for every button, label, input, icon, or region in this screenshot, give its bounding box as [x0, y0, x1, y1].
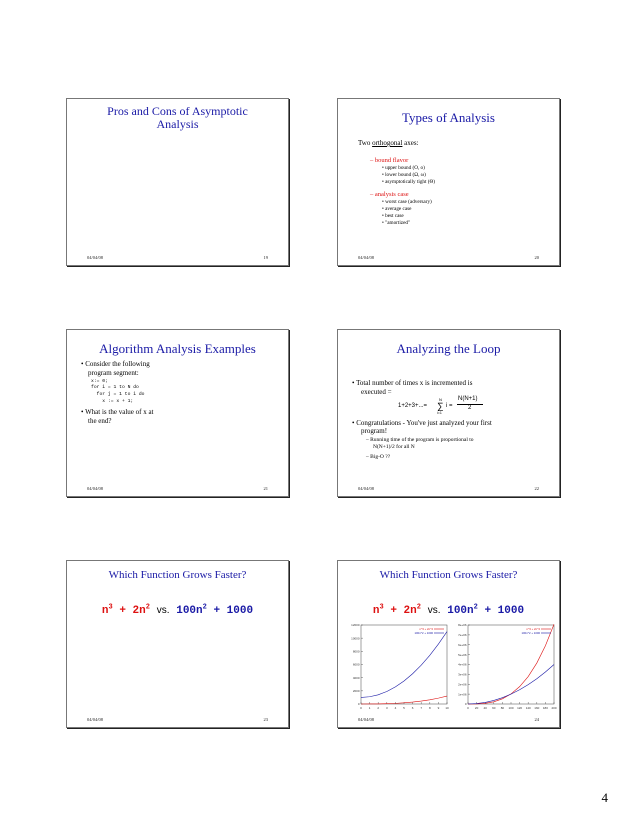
fn-sup: 2 — [145, 603, 150, 611]
fn-text: + 1000 — [206, 604, 254, 617]
slide-title: Algorithm Analysis Examples — [99, 341, 256, 356]
bullet-text: program segment: — [88, 368, 139, 377]
x-tick-label: 2 — [377, 706, 380, 710]
plot-frame — [468, 625, 554, 704]
slide-body — [81, 360, 201, 425]
bullet: • Congratulations - You've just analyzed your first — [352, 418, 492, 427]
x-tick-label: 120 — [517, 706, 523, 710]
function-quadratic — [176, 605, 253, 617]
y-tick-label: 6000 — [352, 662, 360, 667]
vs-label: vs. — [156, 604, 170, 616]
fn-text: 100n — [447, 604, 474, 617]
sigma-lower: i=1 — [437, 410, 442, 415]
sub-bullet: – Big-O ?? — [366, 453, 391, 460]
function-cubic — [373, 605, 421, 617]
bullet: • Consider the following — [81, 360, 150, 368]
group-list — [382, 199, 548, 227]
bullet: • Total number of times x is incremented is — [352, 379, 473, 387]
x-tick-label: 6 — [411, 706, 414, 710]
fn-text: + 1000 — [477, 604, 525, 617]
sub-bullet: – Running time of the program is proportional to — [366, 437, 474, 443]
slide-19 — [66, 98, 289, 266]
sub-bullet: N(N+1)/2 for all N — [373, 444, 415, 451]
bullet-text: executed = — [361, 387, 392, 396]
bullet-text: Total number of times x is incremented is — [356, 379, 473, 387]
slide-body — [352, 379, 552, 461]
x-tick-label: 140 — [525, 706, 531, 710]
slide-number: 23 — [263, 717, 268, 722]
y-tick-label: 12000 — [351, 623, 360, 628]
slide-body — [358, 139, 548, 227]
x-tick-label: 200 — [551, 706, 557, 710]
list-item: • worst case (adversary) — [382, 199, 432, 206]
y-tick-label: 4e+06 — [458, 662, 467, 667]
y-tick-label: 1e+06 — [458, 692, 467, 697]
slide-date: 04/04/08 — [87, 255, 104, 260]
growth-chart-large-n — [450, 621, 558, 716]
function-cubic — [102, 605, 150, 617]
group-list — [382, 165, 548, 186]
slide-date: 04/04/08 — [358, 486, 375, 491]
x-tick-label: 10 — [445, 706, 449, 710]
slide-title: Which Function Grows Faster? — [108, 569, 247, 581]
list-item: • average case — [382, 206, 412, 213]
intro-prefix: Two — [358, 139, 373, 147]
x-tick-label: 7 — [420, 706, 423, 710]
fn-text: n — [101, 604, 109, 617]
fn-text: n — [372, 604, 380, 617]
y-tick-label: 4000 — [352, 675, 360, 680]
slide-number: 19 — [263, 255, 268, 260]
slide-title: Which Function Grows Faster? — [379, 569, 518, 581]
slide-date: 04/04/08 — [358, 255, 375, 260]
slide-title: Analyzing the Loop — [396, 341, 501, 356]
title-line: Pros and Cons of Asymptotic — [107, 104, 248, 118]
slide-number: 21 — [263, 486, 268, 491]
list-item: • asymptotically tight (Θ) — [382, 178, 435, 185]
x-tick-label: 40 — [483, 706, 487, 710]
fn-sup: 2 — [473, 603, 478, 611]
sigma-symbol: ∑ — [437, 400, 444, 411]
function-comparison — [67, 603, 288, 617]
fn-sup: 3 — [379, 603, 384, 611]
group-heading: – bound flavor — [370, 156, 409, 164]
slide-date: 04/04/08 — [87, 717, 104, 722]
y-tick-label: 7e+06 — [458, 633, 467, 638]
x-tick-label: 0 — [467, 706, 469, 710]
x-tick-label: 100 — [508, 706, 514, 710]
list-item: • upper bound (O, o) — [382, 164, 425, 171]
plot-frame — [361, 625, 447, 704]
bullet-text: Congratulations - You've just analyzed your first — [356, 418, 492, 427]
formula-i: i = — [446, 402, 453, 409]
slide-title — [67, 105, 288, 131]
y-tick-label: 0 — [464, 702, 467, 707]
formula-numerator: N(N+1) — [458, 395, 478, 402]
formula-denominator: 2 — [468, 404, 472, 411]
fn-text: 100n — [176, 604, 203, 617]
x-tick-label: 80 — [500, 706, 505, 710]
group-heading: – analysis case — [370, 190, 409, 198]
legend-label: 100n^2 + 1000 — [521, 631, 540, 635]
intro-text — [358, 139, 548, 148]
formula-left: 1+2+3+...= — [398, 402, 428, 409]
bullet-text: program! — [361, 427, 388, 436]
y-tick-label: 3e+06 — [458, 672, 467, 677]
x-tick-label: 9 — [437, 706, 440, 710]
slide-24 — [337, 560, 560, 728]
legend-label: 100n^2 + 1000 — [414, 631, 433, 635]
y-tick-label: 8000 — [352, 649, 360, 654]
x-tick-label: 180 — [542, 706, 548, 710]
x-tick-label: 5 — [403, 706, 405, 710]
x-tick-label: 3 — [385, 706, 388, 710]
intro-underlined: orthogonal — [372, 139, 403, 147]
x-tick-label: 0 — [360, 706, 362, 710]
bullet-text: Consider the following — [85, 360, 150, 368]
slide-number: 20 — [534, 255, 539, 260]
y-tick-label: 5e+06 — [458, 652, 467, 657]
x-tick-label: 60 — [492, 706, 496, 710]
slide-22 — [337, 329, 560, 497]
slide-20 — [337, 98, 560, 266]
list-item: • lower bound (Ω, ω) — [382, 171, 426, 178]
slide-number: 24 — [534, 717, 539, 722]
code-block: x:= 0; for i = 1 to N do for j = 1 to i do x := x + 1; — [91, 378, 145, 404]
slide-title: Types of Analysis — [402, 110, 495, 125]
legend-label: n^3 + 2n^2 — [526, 627, 540, 631]
x-tick-label: 160 — [534, 706, 540, 710]
bullet: • What is the value of x at — [81, 407, 154, 416]
bullet-text: the end? — [88, 416, 112, 425]
fn-sup: 2 — [202, 603, 207, 611]
formula — [352, 395, 552, 417]
y-tick-label: 0 — [357, 702, 360, 707]
growth-chart-small-n — [343, 621, 451, 716]
y-tick-label: 10000 — [351, 636, 360, 641]
list-item: • "amortized" — [382, 220, 411, 227]
fn-sup: 2 — [416, 603, 421, 611]
y-tick-label: 2000 — [352, 689, 360, 694]
y-tick-label: 2e+06 — [458, 682, 467, 687]
fn-text: + 2n — [383, 604, 417, 617]
slide-date: 04/04/08 — [358, 717, 375, 722]
fn-sup: 3 — [108, 603, 113, 611]
slide-number: 22 — [534, 486, 539, 491]
function-quadratic — [447, 605, 524, 617]
legend-label: n^3 + 2n^2 — [419, 627, 433, 631]
function-comparison — [338, 603, 559, 617]
y-tick-label: 6e+06 — [458, 642, 467, 647]
intro-suffix: axes: — [402, 139, 419, 147]
fn-text: + 2n — [112, 604, 146, 617]
x-tick-label: 8 — [428, 706, 431, 710]
title-line: Analysis — [156, 117, 199, 132]
slide-23 — [66, 560, 289, 728]
slide-21 — [66, 329, 289, 497]
x-tick-label: 4 — [394, 706, 397, 710]
y-tick-label: 8e+06 — [458, 623, 467, 628]
bullet-text: What is the value of x at — [85, 407, 154, 416]
vs-label: vs. — [427, 604, 441, 616]
sigma-upper: N — [439, 396, 442, 402]
x-tick-label: 20 — [474, 706, 479, 710]
x-tick-label: 1 — [368, 706, 371, 710]
page-number: 4 — [601, 790, 608, 805]
list-item: • best case — [382, 213, 404, 220]
slide-date: 04/04/08 — [87, 486, 104, 491]
